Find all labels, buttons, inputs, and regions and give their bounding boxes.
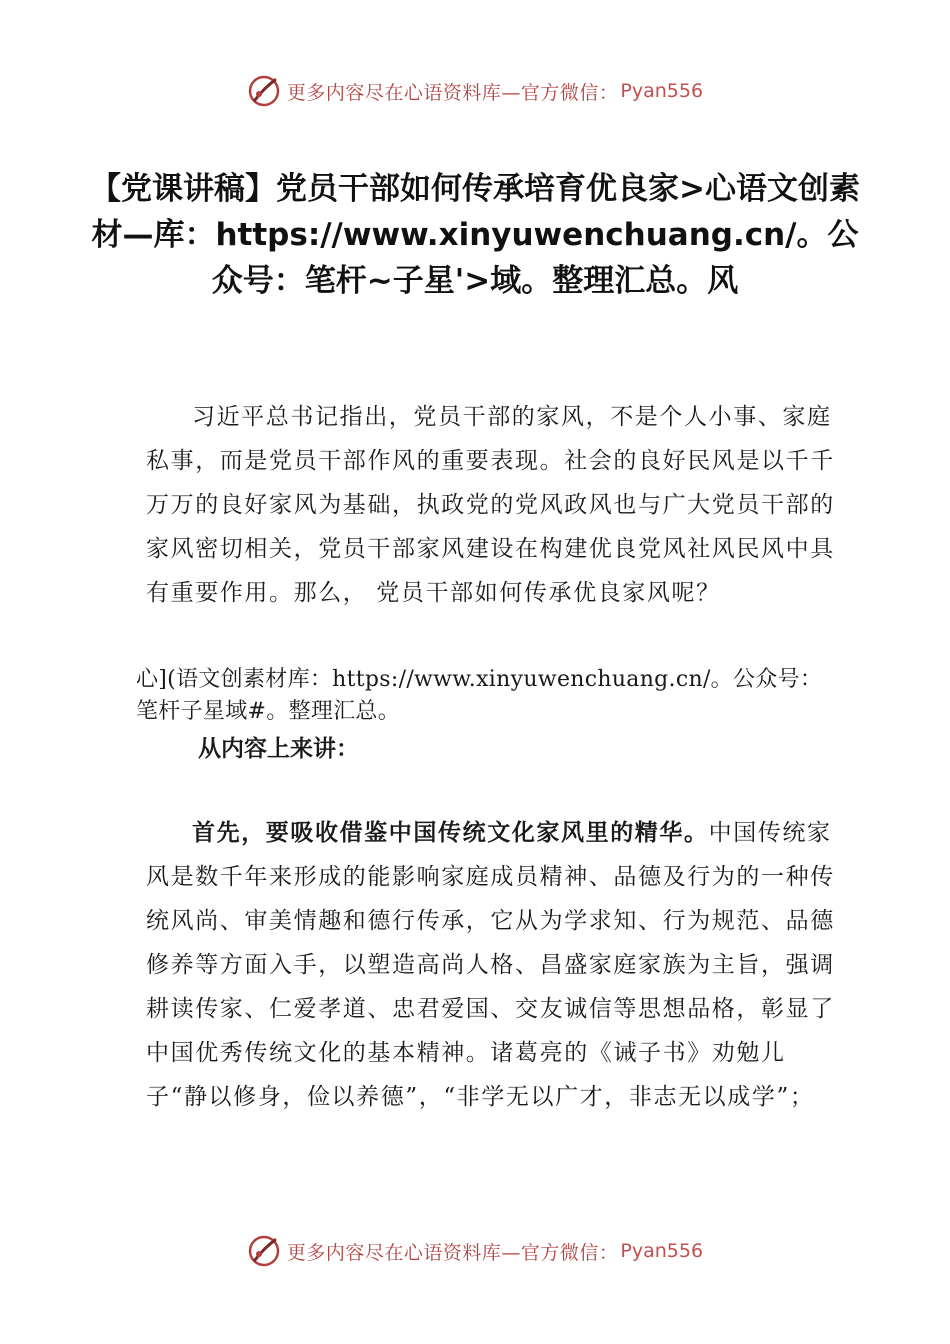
document-title: 【党课讲稿】党员干部如何传承培育优良家>心语文创素材—库：https://www.xinyuwenchuang.cn/。公众号：笔杆~子星'>域。整理汇总。风 [90, 171, 860, 299]
footer-banner [0, 1234, 950, 1268]
footer-slogan: 更多内容尽在心语资料库—官方微信： [286, 1241, 619, 1264]
first-point-lead: 首先，要吸收借鉴中国传统文化家风里的精华。 [192, 819, 709, 846]
header-account: Pyan556 [620, 80, 704, 102]
first-point-paragraph [146, 811, 836, 1119]
intro-paragraph: 习近平总书记指出，党员干部的家风，不是个人小事、家庭私事，而是党员干部作风的重要表现。社会的良好民风是以千千万万的良好家风为基础，执政党的党风政风也与广大党员干部的家风密切相关，党员干部家风建设在构建优良党风社风民风中具有重要作用。那么， 党员干部如何传承优良家风呢？ [146, 404, 835, 606]
brush-logo-icon [247, 1234, 281, 1268]
brush-logo-icon [247, 74, 281, 108]
source-note: 心](语文创素材库：https://www.xinyuwenchuang.cn/。公众号：笔杆子星域#。整理汇总。 [136, 667, 823, 724]
header-slogan: 更多内容尽在心语资料库—官方微信： [286, 81, 619, 104]
header-banner [0, 74, 950, 108]
first-point-body: 中国传统家风是数千年来形成的能影响家庭成员精神、品德及行为的一种传统风尚、审美情趣和德行传承，它从为学求知、行为规范、品德修养等方面入手，以塑造高尚人格、昌盛家庭家族为主旨，强调耕读传家、仁爱孝道、忠君爱国、交友诚信等思想品格，彰显了中国优秀传统文化的基本精神。诸葛亮的《诫子书》劝勉儿子“静以修身，俭以养德”，“非学无以广才，非志无以成学”； [146, 820, 835, 1110]
section-subheading: 从内容上来讲： [198, 736, 359, 762]
footer-account: Pyan556 [620, 1240, 704, 1262]
